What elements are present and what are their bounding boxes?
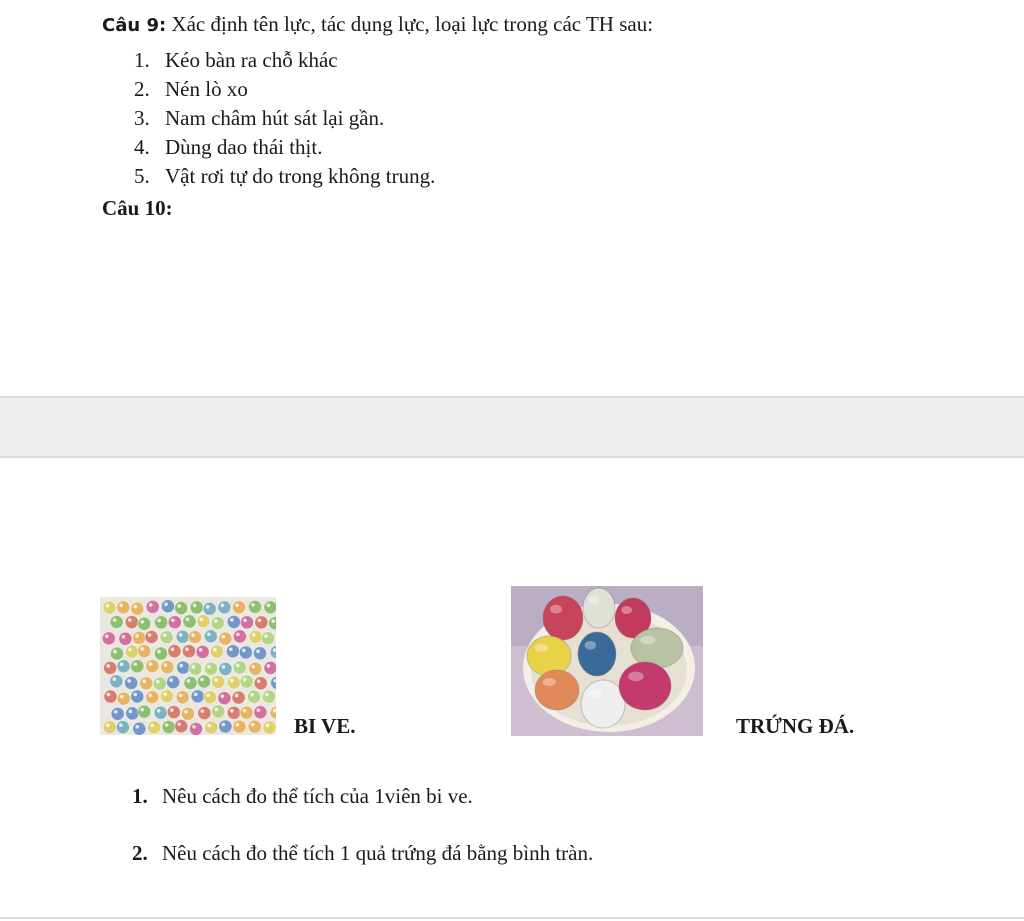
marble-highlight — [149, 603, 153, 607]
question-10-item: 2. Nêu cách đo thể tích 1 quả trứng đá bằng bình tràn. — [132, 841, 594, 865]
marble — [133, 631, 146, 644]
marble-highlight — [113, 618, 117, 622]
egg-highlight — [621, 606, 632, 614]
marble — [153, 677, 166, 690]
marble-highlight — [156, 680, 160, 684]
marble — [110, 647, 123, 660]
marble-highlight — [267, 604, 271, 608]
marble — [203, 602, 216, 615]
marble — [264, 661, 276, 674]
marble-highlight — [157, 619, 161, 623]
marble-highlight — [148, 633, 152, 637]
marble-highlight — [191, 633, 195, 637]
marble-highlight — [243, 678, 247, 682]
marble-highlight — [169, 678, 173, 682]
marble-highlight — [213, 648, 217, 652]
marble — [190, 601, 203, 614]
marble — [240, 675, 253, 688]
marble — [183, 615, 196, 628]
marble — [104, 690, 117, 703]
marble — [116, 721, 129, 734]
marble — [211, 675, 224, 688]
marble — [204, 630, 217, 643]
marble — [162, 720, 175, 733]
marble — [219, 662, 232, 675]
marble — [271, 676, 276, 689]
marble — [204, 691, 217, 704]
marble-highlight — [150, 724, 154, 728]
marble — [146, 691, 159, 704]
marble — [131, 690, 144, 703]
marble — [117, 660, 130, 673]
marble-highlight — [214, 708, 218, 712]
marble — [146, 659, 159, 672]
marble — [212, 705, 225, 718]
marble — [269, 617, 276, 630]
marble-highlight — [252, 665, 256, 669]
marble-highlight — [235, 694, 239, 698]
marble — [125, 676, 138, 689]
marble-highlight — [114, 710, 118, 714]
marble — [176, 630, 189, 643]
marble — [197, 615, 210, 628]
marble — [227, 706, 240, 719]
egg-highlight — [535, 644, 548, 652]
list-item: 2. Nén lò xo — [134, 77, 248, 101]
marble — [270, 645, 276, 658]
marble-highlight — [236, 664, 240, 668]
marble-highlight — [164, 602, 168, 606]
marble — [125, 645, 138, 658]
marble-highlight — [128, 618, 132, 622]
marble-highlight — [179, 694, 183, 698]
marble-highlight — [165, 723, 169, 727]
marble-highlight — [163, 692, 167, 696]
marble-highlight — [157, 709, 161, 713]
marble — [204, 662, 217, 675]
marble — [248, 600, 261, 613]
marble-highlight — [106, 723, 110, 727]
marble-highlight — [214, 678, 218, 682]
marble-highlight — [105, 634, 109, 638]
marble — [232, 691, 245, 704]
marble — [103, 721, 116, 734]
marble-highlight — [119, 604, 123, 608]
marble — [140, 677, 153, 690]
page-break-gap — [0, 396, 1024, 458]
marble — [168, 616, 181, 629]
marble — [210, 645, 223, 658]
marble — [233, 720, 246, 733]
marble-highlight — [236, 723, 240, 727]
marble-highlight — [177, 604, 181, 608]
marble-highlight — [251, 603, 255, 607]
marble-highlight — [222, 635, 226, 639]
list-item: 5. Vật rơi tự do trong không trung. — [134, 164, 436, 188]
marble — [233, 630, 246, 643]
egg-highlight — [585, 641, 596, 650]
marble — [189, 722, 202, 735]
marble — [161, 661, 174, 674]
marble-highlight — [179, 664, 183, 668]
marble-highlight — [194, 693, 198, 697]
marble — [126, 707, 139, 720]
marble-highlight — [164, 663, 168, 667]
marble-highlight — [192, 665, 196, 669]
marble — [154, 706, 167, 719]
marble — [160, 631, 173, 644]
marble — [205, 721, 218, 734]
stone-egg — [583, 588, 615, 628]
marble-highlight — [120, 662, 124, 666]
marble-highlight — [157, 650, 161, 654]
marble — [168, 645, 181, 658]
marble-highlight — [142, 680, 146, 684]
marble-highlight — [250, 693, 254, 697]
marble-highlight — [258, 619, 262, 623]
marble — [175, 601, 188, 614]
marble — [232, 601, 245, 614]
marble — [188, 630, 201, 643]
marble-highlight — [206, 605, 210, 609]
egg-highlight — [628, 672, 644, 682]
marble — [155, 616, 168, 629]
marble — [175, 720, 188, 733]
marble — [146, 600, 159, 613]
marble-highlight — [187, 679, 191, 683]
marble — [182, 645, 195, 658]
marble — [167, 705, 180, 718]
marble-highlight — [206, 693, 210, 697]
marble — [189, 662, 202, 675]
stone-egg — [581, 680, 625, 728]
marble — [270, 706, 276, 719]
question-9-text: Xác định tên lực, tác dụng lực, loại lực trong các TH sau: — [166, 12, 654, 36]
marble — [196, 645, 209, 658]
egg-highlight — [589, 690, 602, 700]
stone-egg — [543, 596, 583, 640]
marble-highlight — [140, 647, 144, 651]
marbles-caption: BI VE. — [294, 714, 356, 738]
egg-highlight — [543, 678, 556, 686]
question-9-heading — [102, 12, 653, 37]
marble — [184, 676, 197, 689]
marble — [264, 601, 276, 614]
marble-highlight — [128, 648, 132, 652]
marble-highlight — [120, 695, 124, 699]
marble-highlight — [243, 709, 247, 713]
marble-highlight — [119, 723, 123, 727]
marble — [197, 675, 210, 688]
stone-egg — [535, 670, 579, 710]
marble — [177, 661, 190, 674]
marble — [147, 721, 160, 734]
marble-highlight — [179, 633, 183, 637]
marble-highlight — [113, 677, 117, 681]
page-bottom-edge — [0, 917, 1024, 919]
marble-highlight — [214, 619, 218, 623]
marble-highlight — [229, 647, 233, 651]
marble-highlight — [171, 647, 175, 651]
marble — [181, 707, 194, 720]
marble — [218, 601, 231, 614]
marble — [145, 630, 158, 643]
marble-highlight — [207, 632, 211, 636]
question-9-label: Câu 9: — [102, 15, 167, 36]
marble — [219, 720, 232, 733]
question-10-item: 1. Nêu cách đo thể tích của 1viên bi ve. — [132, 784, 473, 808]
marble-highlight — [177, 722, 181, 726]
marble-highlight — [199, 648, 203, 652]
marble-highlight — [170, 708, 174, 712]
marble — [254, 706, 267, 719]
marble — [255, 616, 268, 629]
marble — [117, 692, 130, 705]
marble-highlight — [185, 647, 189, 651]
marble — [103, 601, 116, 614]
marble-highlight — [230, 679, 234, 683]
marble-highlight — [171, 618, 175, 622]
marble — [248, 720, 261, 733]
marble-highlight — [271, 619, 275, 623]
marble — [133, 722, 146, 735]
marble-highlight — [133, 662, 137, 666]
marble-highlight — [256, 649, 260, 653]
page-1 — [0, 0, 1024, 396]
marble — [102, 632, 115, 645]
marble-highlight — [106, 604, 110, 608]
marble-highlight — [192, 725, 196, 729]
marble-highlight — [243, 619, 247, 623]
egg-highlight — [589, 596, 599, 604]
marble — [247, 690, 260, 703]
marble-highlight — [200, 617, 204, 621]
marble-highlight — [208, 724, 212, 728]
marble-highlight — [235, 603, 239, 607]
marble — [240, 616, 253, 629]
marble — [198, 707, 211, 720]
marble — [125, 615, 138, 628]
marble-highlight — [257, 679, 261, 683]
marble-highlight — [251, 723, 255, 727]
marble-highlight — [222, 723, 226, 727]
marble — [110, 615, 123, 628]
marble-highlight — [257, 708, 261, 712]
marble-highlight — [133, 605, 137, 609]
marble-highlight — [236, 633, 240, 637]
marble-highlight — [129, 710, 133, 714]
marble — [227, 676, 240, 689]
marble-highlight — [140, 708, 144, 712]
marble — [176, 691, 189, 704]
egg-highlight — [640, 636, 656, 644]
marble-highlight — [193, 604, 197, 608]
marble — [226, 645, 239, 658]
stone-egg — [578, 632, 616, 676]
marble-highlight — [230, 618, 234, 622]
marble — [104, 661, 117, 674]
marble — [160, 689, 173, 702]
marble-highlight — [264, 634, 268, 638]
stone-eggs-image — [511, 586, 703, 736]
marble — [263, 721, 276, 734]
marble-highlight — [113, 650, 117, 654]
marble-highlight — [107, 693, 111, 697]
marble-highlight — [140, 620, 144, 624]
marble — [154, 647, 167, 660]
marble — [261, 632, 274, 645]
marble-highlight — [267, 664, 271, 668]
marble-highlight — [265, 693, 269, 697]
stone-egg — [527, 636, 571, 676]
marble-highlight — [127, 679, 131, 683]
marble — [233, 661, 246, 674]
marble — [138, 705, 151, 718]
marble — [254, 677, 267, 690]
marble-highlight — [266, 724, 270, 728]
marble — [161, 600, 174, 613]
marble — [131, 660, 144, 673]
marble — [219, 632, 232, 645]
marble-highlight — [184, 710, 188, 714]
marble-highlight — [242, 649, 246, 653]
marble — [262, 690, 275, 703]
marble-highlight — [221, 694, 225, 698]
marble-highlight — [106, 664, 110, 668]
marble-highlight — [230, 709, 234, 713]
question-10-label: Câu 10: — [102, 196, 173, 220]
marbles-image — [100, 597, 276, 735]
marble — [119, 632, 132, 645]
marble — [191, 690, 204, 703]
marble-highlight — [163, 633, 167, 637]
marble — [138, 644, 151, 657]
list-item: 3. Nam châm hút sát lại gần. — [134, 106, 385, 130]
marble — [249, 662, 262, 675]
marble — [110, 675, 123, 688]
marble-highlight — [149, 662, 153, 666]
marble-highlight — [122, 635, 126, 639]
marble — [253, 647, 266, 660]
marble — [111, 707, 124, 720]
list-item: 1. Kéo bàn ra chỗ khác — [134, 48, 338, 72]
marble — [240, 706, 253, 719]
marble-highlight — [186, 618, 190, 622]
egg-highlight — [550, 605, 562, 614]
marble-highlight — [133, 693, 137, 697]
marble — [239, 646, 252, 659]
stone-egg — [631, 628, 683, 668]
marble-highlight — [201, 709, 205, 713]
stone-eggs-caption: TRỨNG ĐÁ. — [736, 714, 855, 738]
marble — [117, 601, 130, 614]
marble-highlight — [135, 634, 139, 638]
marble — [131, 602, 144, 615]
marble-highlight — [200, 678, 204, 682]
marble-highlight — [148, 693, 152, 697]
marble — [218, 692, 231, 705]
stone-egg — [619, 662, 671, 710]
marble — [249, 630, 262, 643]
marble-highlight — [221, 604, 225, 608]
marble-highlight — [207, 665, 211, 669]
marble-highlight — [135, 725, 139, 729]
marble-highlight — [252, 633, 256, 637]
marble — [138, 617, 151, 630]
marble — [167, 676, 180, 689]
marble — [211, 616, 224, 629]
question-9-list — [134, 46, 435, 191]
marble — [227, 615, 240, 628]
marble-highlight — [222, 665, 226, 669]
list-item: 4. Dùng dao thái thịt. — [134, 135, 323, 159]
